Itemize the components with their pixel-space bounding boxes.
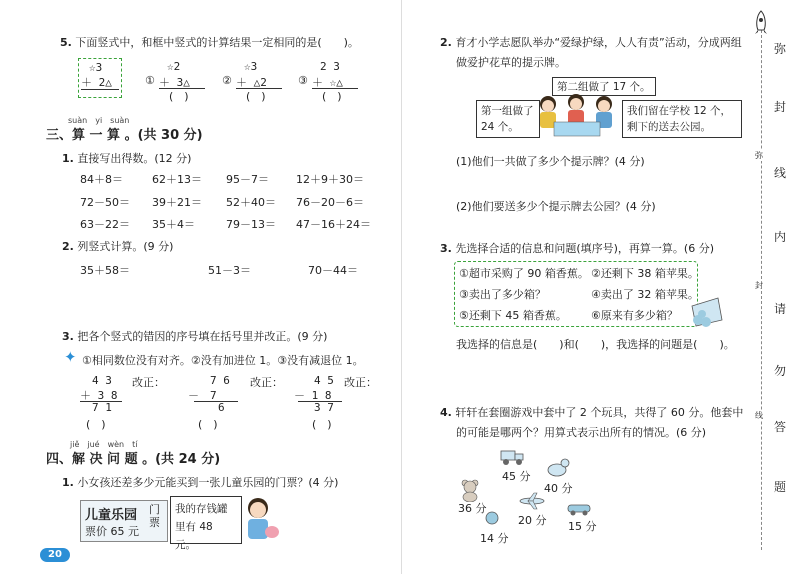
star-icon: ✦ [64,348,77,366]
car-icon [566,500,592,516]
equation-top: ☆3 [89,61,103,74]
error-calc-2 [188,374,298,434]
calc-top: 7 6 [210,374,230,387]
question-text: 列竖式计算。(9 分) [77,240,174,253]
error-hint [64,350,374,368]
binding-char: 勿 [774,364,787,378]
calc-line [194,401,238,402]
spine-char: 封 [755,281,763,290]
answer-paren[interactable]: ( ) [312,418,332,431]
answer-paren[interactable]: ( ) [169,90,189,103]
math-item: 52＋40＝ [226,196,276,209]
page-number: 20 [40,548,70,562]
truck-icon [500,448,526,466]
calc-top: 4 5 [314,374,334,387]
error-calc-3 [294,374,404,434]
math-item: 72－50＝ [80,196,130,209]
question-text: 直接写出得数。(12 分) [77,152,192,165]
section-3-title: 三、算 一 算 。(共 30 分) [46,128,203,143]
question-text: 育才小学志愿队举办“爱绿护绿，人人有责”活动，分成两组 [455,36,742,49]
ticket-price: 票价 65 元 [85,525,139,538]
calc-top: 4 3 [92,374,112,387]
question-text: 把各个竖式的错因的序号填在括号里并改正。(9 分) [77,330,328,343]
option-mid: ＋ 3△ [159,76,190,89]
question-text: 先选择合适的信息和问题(填序号)，再算一算。(6 分) [455,242,715,255]
question-text: 轩轩在套圈游戏中套中了 2 个玩具，共得了 60 分。他套中 [455,406,744,419]
math-item: 63－22＝ [80,218,130,231]
question-number: 1. [62,476,74,489]
section-4-title: 四、解 决 问 题 。(共 24 分) [46,452,221,467]
toy-score: 20 分 [518,514,547,527]
option-label: ① [145,74,155,87]
fix-label: 改正： [132,376,165,389]
question-4-1 [62,474,338,490]
binding-char: 内 [774,230,787,244]
option-mid: ＋ △2 [236,76,267,89]
equation-mid: ＋ 2△ [81,76,112,89]
girl-speech-bubble: 我的存钱罐里有 48 元。 [170,496,242,544]
question-number: 3. [440,242,452,255]
sub-question-2: (2)他们要送多少个提示牌去公园？(4 分) [456,200,656,213]
vertical-calc-item: 51－3＝ [208,264,251,277]
rocket-icon [752,10,770,36]
question-3-2 [62,238,173,254]
fix-label: 改正： [250,376,283,389]
math-item: 39＋21＝ [152,196,202,209]
airplane-icon [518,492,546,510]
calc-result: 3 7 [314,401,334,414]
toy-score: 14 分 [480,532,509,545]
math-item: 79－13＝ [226,218,276,231]
question-number: 5. [60,36,72,49]
group2-speech-bubble: 第二组做了 17 个。 [552,77,656,96]
vertical-calc-item: 70－44＝ [308,264,358,277]
vertical-calc-item: 35＋58＝ [80,264,130,277]
math-item: 47－16＋24＝ [296,218,371,231]
answer-paren[interactable]: ( ) [322,90,342,103]
question-text: 小女孩还差多少元能买到一张儿童乐园的门票？(4 分) [77,476,339,489]
info-item: ⑥原来有多少箱？ [591,309,678,322]
binding-char: 请 [774,302,787,316]
option-label: ③ [298,74,308,87]
option-label: ② [222,74,232,87]
page-spine [401,0,402,574]
dinosaur-icon [545,456,571,478]
question-3-3 [62,328,327,344]
question-text-cont: 做爱护花草的提示牌。 [456,56,566,69]
answer-paren[interactable]: ( ) [198,418,218,431]
answer-paren[interactable]: ( ) [86,418,106,431]
question-text-cont: 的可能是哪两个？用算式表示出所有的情况。(6 分) [456,426,707,439]
calc-mid: ＋ 3 8 [80,389,118,402]
option-mid: ＋ ☆△ [312,76,343,89]
section-3-pinyin: suàn yi suàn [68,116,130,125]
ticket-title: 儿童乐园 [85,508,138,523]
calc-result: 6 [218,401,225,414]
spine-char: 线 [755,411,763,420]
bear-icon [458,478,482,502]
info-item: ①超市采购了 90 箱香蕉。 [459,267,589,280]
math-item: 84＋8＝ [80,173,123,186]
girl-illustration [236,494,282,546]
option-top: ☆2 [167,60,181,73]
question-text: 下面竖式中，和框中竖式的计算结果一定相同的是( )。 [75,36,359,49]
group1-speech-bubble: 第一组做了 24 个。 [476,100,540,138]
binding-char: 答 [774,420,787,434]
option-1 [145,60,215,105]
school-speech-bubble: 我们留在学校 12 个，剩下的送去公园。 [622,100,742,138]
sub-question-1: (1)他们一共做了多少个提示牌？(4 分) [456,155,645,168]
math-item: 76－20－6＝ [296,196,364,209]
toy-score: 36 分 [458,502,487,515]
binding-char: 弥 [774,42,787,56]
ticket-side-label: 门票 [149,503,160,529]
calc-mid: － 1 8 [294,389,332,402]
option-3 [298,60,368,105]
ball-icon [484,510,500,526]
info-item: ③卖出了多少箱？ [459,288,546,301]
option-top: 2 3 [320,60,340,73]
info-item: ②还剩下 38 箱苹果。 [591,267,699,280]
toy-score: 45 分 [502,470,531,483]
question-r4 [440,404,743,420]
fix-label: 改正： [344,376,377,389]
info-box [454,261,698,327]
question-5 [60,34,359,50]
toy-score: 40 分 [544,482,573,495]
error-calc-1 [80,374,190,434]
question-r2 [440,34,742,50]
option-top: ☆3 [244,60,258,73]
binding-char: 封 [774,100,787,114]
toy-score: 15 分 [568,520,597,533]
question-3-1 [62,150,191,166]
spine-char: 弥 [755,151,763,160]
question-number: 3. [62,330,74,343]
calc-result: 7 1 [92,401,112,414]
hint-text: ①相同数位没有对齐。②没有加进位 1。③没有减退位 1。 [82,354,364,367]
option-2 [222,60,292,105]
question-number: 2. [62,240,74,253]
binding-char: 线 [774,166,787,180]
calc-mid: － 7 [188,389,217,402]
children-signs-illustration [534,92,620,140]
apple-crate-icon [686,294,726,328]
math-item: 95－7＝ [226,173,269,186]
math-item: 62＋13＝ [152,173,202,186]
math-item: 12＋9＋30＝ [296,173,364,186]
question-number: 2. [440,36,452,49]
question-number: 4. [440,406,452,419]
question-r3 [440,240,714,256]
answer-paren[interactable]: ( ) [246,90,266,103]
math-item: 35＋4＝ [152,218,195,231]
binding-char: 题 [774,480,787,494]
answer-line[interactable]: 我选择的信息是( )和( )，我选择的问题是( )。 [456,338,735,351]
question-number: 1. [62,152,74,165]
equation-line [81,89,119,90]
section-4-pinyin: jiě jué wèn tí [70,440,138,449]
framed-equation [78,58,122,98]
info-item: ④卖出了 32 箱苹果。 [591,288,699,301]
info-item: ⑤还剩下 45 箱香蕉。 [459,309,567,322]
